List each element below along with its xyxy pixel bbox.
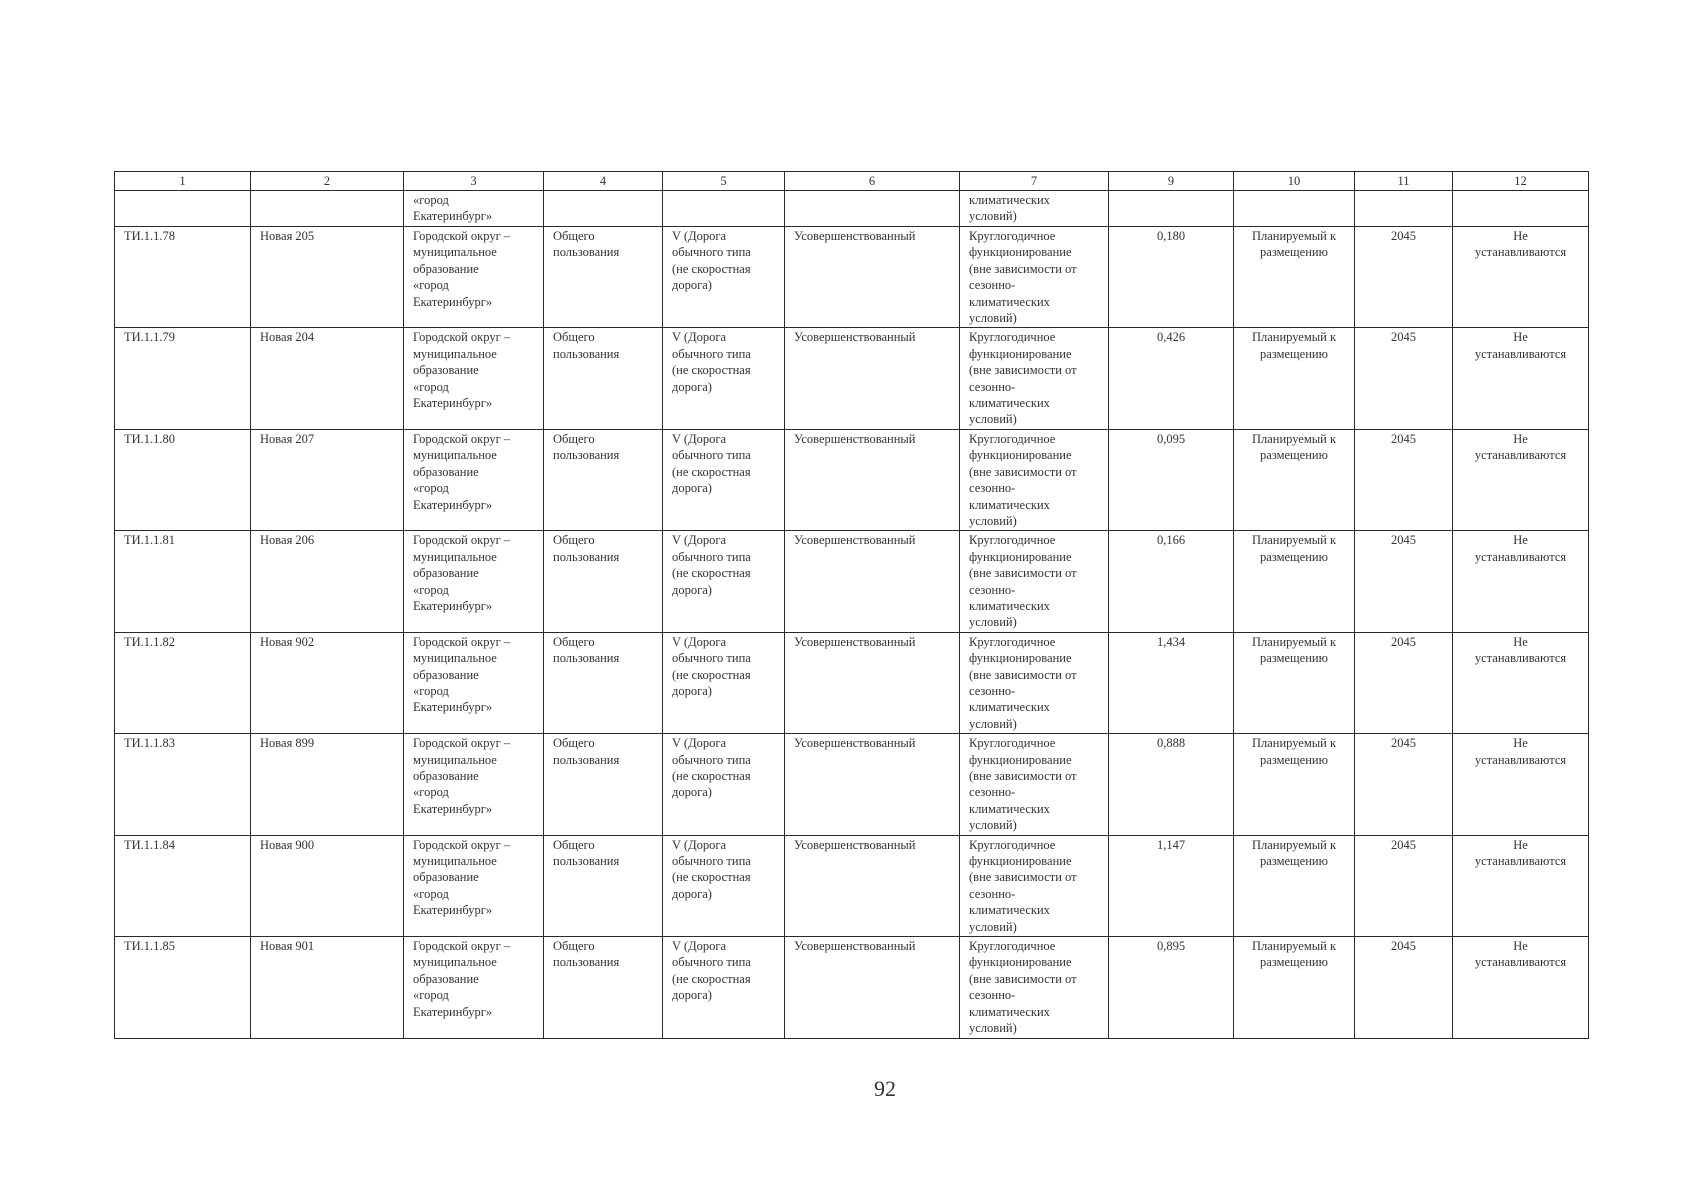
cell-length: 1,434 [1109,632,1234,733]
table-row [115,937,1589,1038]
cell [251,191,404,227]
cell-surface: Усовершенствованный [785,531,960,632]
cell-usage: Общего пользования [544,632,663,733]
header-col-11: 11 [1355,172,1453,191]
cell-municipality: Городской округ – муниципальное образование «город Екатеринбург» [404,429,544,530]
cell-status: Планируемый к размещению [1234,531,1355,632]
cell-mode: Круглогодичное функционирование (вне зависимости от сезонно- климатических условий) [960,937,1109,1038]
cell-name: Новая 899 [251,734,404,835]
cell-mode: Круглогодичное функционирование (вне зависимости от сезонно- климатических условий) [960,328,1109,429]
cell-usage: Общего пользования [544,227,663,328]
cell-category: V (Дорога обычного типа (не скоростная дорога) [663,632,785,733]
cell-code: ТИ.1.1.80 [115,429,251,530]
header-col-6: 6 [785,172,960,191]
page-number: 92 [874,1076,896,1101]
cell-municipality: Городской округ – муниципальное образование «город Екатеринбург» [404,227,544,328]
cell-category: V (Дорога обычного типа (не скоростная дорога) [663,328,785,429]
cell-zones: Не устанавливаются [1453,227,1589,328]
cell-zones: Не устанавливаются [1453,734,1589,835]
cell [1355,191,1453,227]
table-row [115,734,1589,835]
cell-year: 2045 [1355,835,1453,936]
cell-length: 0,888 [1109,734,1234,835]
cell-name: Новая 205 [251,227,404,328]
cell-mode: Круглогодичное функционирование (вне зависимости от сезонно- климатических условий) [960,734,1109,835]
cell-zones: Не устанавливаются [1453,835,1589,936]
cell-name: Новая 902 [251,632,404,733]
cell-name: Новая 207 [251,429,404,530]
header-col-7: 7 [960,172,1109,191]
cell-municipality: «город Екатеринбург» [404,191,544,227]
cell-name: Новая 901 [251,937,404,1038]
header-col-9: 9 [1109,172,1234,191]
continuation-row [115,191,1589,227]
cell-mode: Круглогодичное функционирование (вне зависимости от сезонно- климатических условий) [960,835,1109,936]
cell-length: 0,426 [1109,328,1234,429]
cell-municipality: Городской округ – муниципальное образование «город Екатеринбург» [404,328,544,429]
cell-status: Планируемый к размещению [1234,328,1355,429]
cell-year: 2045 [1355,531,1453,632]
cell-length: 1,147 [1109,835,1234,936]
cell-length: 0,166 [1109,531,1234,632]
cell-year: 2045 [1355,937,1453,1038]
cell-year: 2045 [1355,734,1453,835]
cell-status: Планируемый к размещению [1234,734,1355,835]
cell-usage: Общего пользования [544,835,663,936]
cell-municipality: Городской округ – муниципальное образование «город Екатеринбург» [404,734,544,835]
cell [1234,191,1355,227]
cell-year: 2045 [1355,632,1453,733]
cell-zones: Не устанавливаются [1453,429,1589,530]
cell-year: 2045 [1355,429,1453,530]
cell-usage: Общего пользования [544,937,663,1038]
cell-surface: Усовершенствованный [785,328,960,429]
cell-surface: Усовершенствованный [785,734,960,835]
cell-length: 0,095 [1109,429,1234,530]
cell-category: V (Дорога обычного типа (не скоростная дорога) [663,429,785,530]
header-col-12: 12 [1453,172,1589,191]
cell [663,191,785,227]
cell-usage: Общего пользования [544,531,663,632]
cell-surface: Усовершенствованный [785,937,960,1038]
cell-length: 0,180 [1109,227,1234,328]
table-row [115,632,1589,733]
cell-category: V (Дорога обычного типа (не скоростная дорога) [663,937,785,1038]
cell-surface: Усовершенствованный [785,227,960,328]
cell [1453,191,1589,227]
cell-municipality: Городской округ – муниципальное образование «город Екатеринбург» [404,835,544,936]
cell-status: Планируемый к размещению [1234,429,1355,530]
cell-surface: Усовершенствованный [785,632,960,733]
cell-zones: Не устанавливаются [1453,328,1589,429]
cell-status: Планируемый к размещению [1234,227,1355,328]
cell-usage: Общего пользования [544,328,663,429]
cell-category: V (Дорога обычного типа (не скоростная дорога) [663,734,785,835]
cell-code: ТИ.1.1.83 [115,734,251,835]
cell-code: ТИ.1.1.84 [115,835,251,936]
cell-code: ТИ.1.1.78 [115,227,251,328]
cell-municipality: Городской округ – муниципальное образование «город Екатеринбург» [404,632,544,733]
cell-mode: Круглогодичное функционирование (вне зависимости от сезонно- климатических условий) [960,531,1109,632]
header-col-4: 4 [544,172,663,191]
table-row [115,429,1589,530]
cell-surface: Усовершенствованный [785,429,960,530]
cell-category: V (Дорога обычного типа (не скоростная дорога) [663,531,785,632]
road-objects-table [114,171,1589,1039]
table-row [115,835,1589,936]
cell-code: ТИ.1.1.82 [115,632,251,733]
header-col-2: 2 [251,172,404,191]
cell-mode: Круглогодичное функционирование (вне зависимости от сезонно- климатических условий) [960,227,1109,328]
cell-surface: Усовершенствованный [785,835,960,936]
cell-code: ТИ.1.1.81 [115,531,251,632]
table-row [115,227,1589,328]
cell-name: Новая 204 [251,328,404,429]
cell-category: V (Дорога обычного типа (не скоростная дорога) [663,835,785,936]
cell-name: Новая 900 [251,835,404,936]
header-col-10: 10 [1234,172,1355,191]
cell [785,191,960,227]
cell-zones: Не устанавливаются [1453,531,1589,632]
cell-usage: Общего пользования [544,429,663,530]
cell [544,191,663,227]
cell-category: V (Дорога обычного типа (не скоростная дорога) [663,227,785,328]
cell [1109,191,1234,227]
cell-length: 0,895 [1109,937,1234,1038]
table-row [115,531,1589,632]
cell-municipality: Городской округ – муниципальное образование «город Екатеринбург» [404,937,544,1038]
header-col-5: 5 [663,172,785,191]
cell [115,191,251,227]
cell-zones: Не устанавливаются [1453,632,1589,733]
table-row [115,328,1589,429]
cell-code: ТИ.1.1.85 [115,937,251,1038]
cell-mode: Круглогодичное функционирование (вне зависимости от сезонно- климатических условий) [960,632,1109,733]
cell-code: ТИ.1.1.79 [115,328,251,429]
header-col-3: 3 [404,172,544,191]
cell-zones: Не устанавливаются [1453,937,1589,1038]
cell-status: Планируемый к размещению [1234,835,1355,936]
cell-mode: климатических условий) [960,191,1109,227]
cell-year: 2045 [1355,328,1453,429]
cell-usage: Общего пользования [544,734,663,835]
cell-municipality: Городской округ – муниципальное образование «город Екатеринбург» [404,531,544,632]
cell-year: 2045 [1355,227,1453,328]
table-header-row [115,172,1589,191]
cell-mode: Круглогодичное функционирование (вне зависимости от сезонно- климатических условий) [960,429,1109,530]
cell-status: Планируемый к размещению [1234,937,1355,1038]
cell-status: Планируемый к размещению [1234,632,1355,733]
cell-name: Новая 206 [251,531,404,632]
header-col-1: 1 [115,172,251,191]
